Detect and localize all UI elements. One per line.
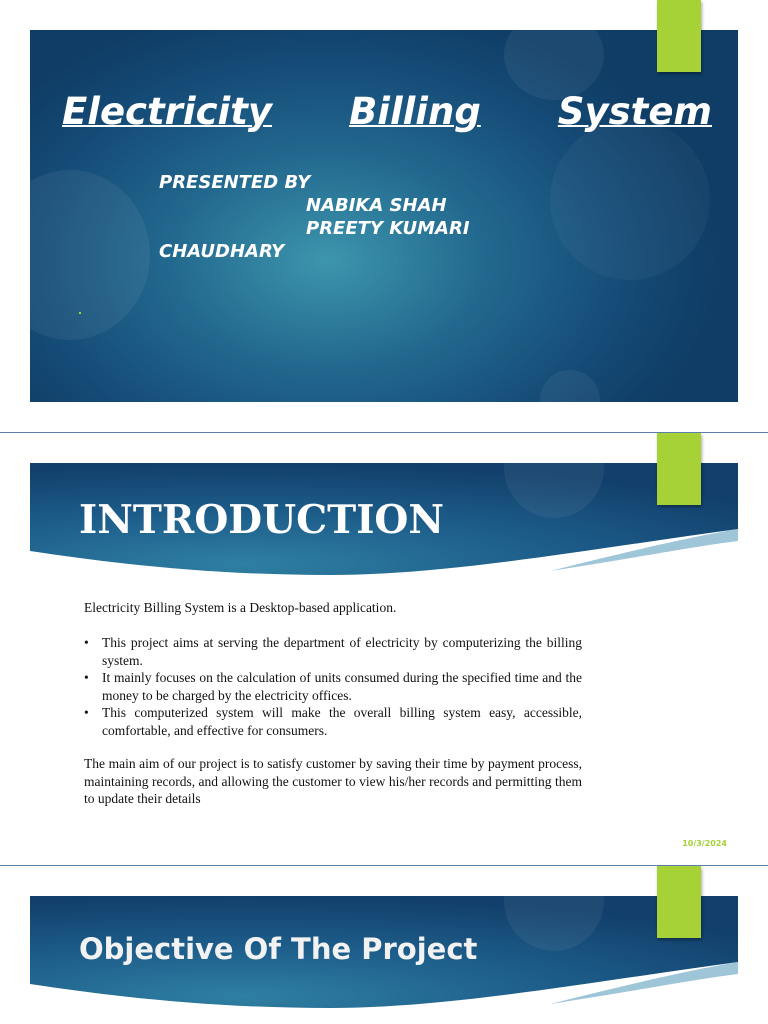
aim-paragraph: The main aim of our project is to satisfy customer by saving their time by payment process, maintaining records, and allowing the customer to view his/her records and permitting them to update their details [84, 756, 582, 806]
slide-title: INTRODUCTION [79, 497, 445, 543]
presenter-name: PREETY KUMARI [306, 218, 470, 239]
decorative-dot [79, 312, 81, 314]
list-item [84, 669, 582, 704]
green-accent-tab [657, 866, 701, 938]
presenter-name: NABIKA SHAH [306, 195, 447, 216]
bullet-text: This computerized system will make the overall billing system easy, accessible, comfortable, and effective for consumers. [102, 705, 582, 738]
green-accent-tab [657, 0, 701, 72]
list-item [84, 634, 582, 669]
title-word: Billing [349, 90, 481, 133]
bullet-text: It mainly focuses on the calculation of units consumed during the specified time and the money to be charged by the electricity offices. [102, 670, 582, 703]
green-accent-tab [657, 433, 701, 505]
title-slide [0, 0, 768, 432]
list-item [84, 704, 582, 739]
slide-date: 10/3/2024 [682, 839, 727, 848]
bullet-list [84, 634, 582, 739]
decorative-bubble [550, 120, 710, 280]
objective-slide [0, 866, 768, 1024]
bullet-icon: • [84, 705, 89, 720]
title-background-panel [30, 30, 738, 402]
slide-title: Objective Of The Project [79, 932, 478, 966]
title-word: System [557, 90, 712, 133]
decorative-bubble [540, 370, 600, 402]
presenter-surname: CHAUDHARY [159, 241, 285, 262]
bullet-text: This project aims at serving the department of electricity by computerizing the billing system. [102, 635, 582, 668]
bullet-icon: • [84, 635, 89, 650]
presentation-title [62, 90, 712, 133]
introduction-slide [0, 433, 768, 865]
presented-by-label: PRESENTED BY [159, 172, 311, 193]
decorative-bubble [30, 170, 150, 340]
title-word: Electricity [62, 90, 273, 133]
intro-paragraph: Electricity Billing System is a Desktop-based application. [84, 600, 397, 615]
bullet-icon: • [84, 670, 89, 685]
